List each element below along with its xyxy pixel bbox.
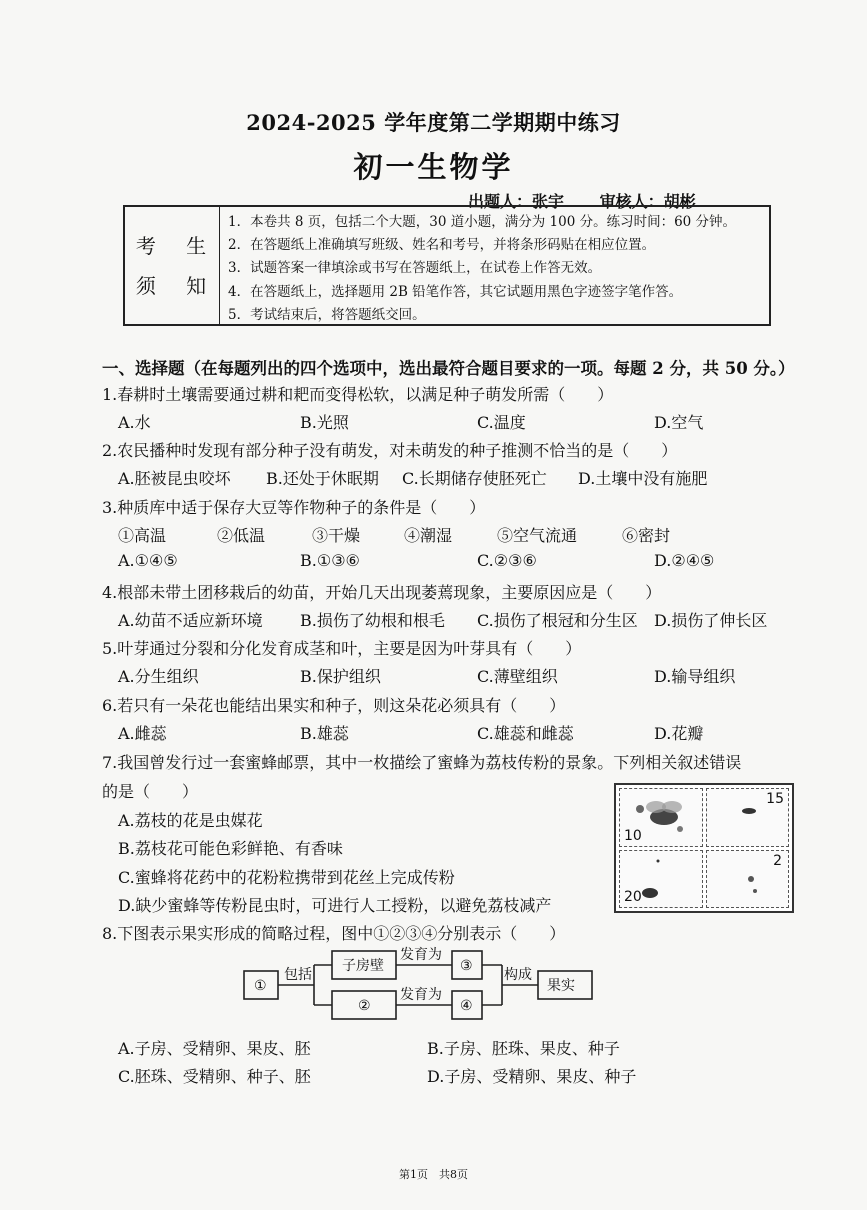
stamp-number: 15 (766, 791, 784, 807)
diagram-develop-bottom-label: 发育为 (400, 987, 442, 1003)
question-3-condition: ⑥密封 (622, 526, 671, 545)
notice-list (220, 207, 769, 324)
diagram-bottom-box: ② (358, 998, 371, 1014)
diagram-result: 果实 (547, 978, 575, 994)
question-4-option-a: A.幼苗不适应新环境 (118, 611, 263, 630)
question-6-option-d: D.花瓣 (654, 724, 704, 743)
question-6-option-a: A.雌蕊 (118, 724, 167, 743)
question-5-option-a: A.分生组织 (118, 667, 199, 686)
question-6-stem: 6.若只有一朵花也能结出果实和种子，则这朵花必须具有（ ） (102, 696, 566, 715)
question-3-condition: ①高温 (118, 526, 167, 545)
question-6-option-b: B.雄蕊 (300, 724, 349, 743)
question-3-condition: ②低温 (217, 526, 266, 545)
question-2-option-d: D.土壤中没有施肥 (578, 469, 708, 488)
diagram-develop-top-label: 发育为 (400, 947, 442, 963)
question-5-option-b: B.保护组织 (300, 667, 381, 686)
question-3-condition: ③干燥 (312, 526, 361, 545)
question-8-stem: 8.下图表示果实形成的简略过程，图中①②③④分别表示（ ） (102, 924, 566, 943)
question-3-condition: ⑤空气流通 (497, 526, 578, 545)
question-7-option-a: A.荔枝的花是虫媒花 (118, 811, 263, 830)
diagram-output-bottom: ④ (460, 998, 473, 1014)
notice-item: 4．在答题纸上，选择题用 2B 铅笔作答，其它试题用黑色字迹签字笔作答。 (228, 283, 683, 300)
question-3-option-a: A.①④⑤ (118, 551, 178, 570)
diagram-start: ① (254, 978, 267, 994)
question-4-option-b: B.损伤了幼根和根毛 (300, 611, 445, 630)
question-5-option-d: D.输导组织 (654, 667, 736, 686)
question-1-option-b: B.光照 (300, 413, 349, 432)
diagram-form-label: 构成 (504, 967, 532, 983)
question-2-option-c: C.长期储存使胚死亡 (402, 469, 547, 488)
question-8-option-b: B.子房、胚珠、果皮、种子 (427, 1039, 620, 1058)
bee-stamps-image (614, 783, 794, 913)
notice-item: 1．本卷共 8 页，包括二个大题，30 道小题，满分为 100 分。练习时间：60 分钟。 (228, 214, 737, 230)
diagram-output-top: ③ (460, 958, 473, 974)
question-1-option-d: D.空气 (654, 413, 704, 432)
notice-label-line1: 考 生 (135, 233, 219, 258)
question-2-option-b: B.还处于休眠期 (266, 469, 379, 488)
question-2-stem: 2.农民播种时发现有部分种子没有萌发，对未萌发的种子推测不恰当的是（ ） (102, 441, 678, 460)
subject-title: 初一生物学 (353, 150, 514, 184)
question-7-stem: 7.我国曾发行过一套蜜蜂邮票，其中一枚描绘了蜜蜂为荔枝传粉的景象。下列相关叙述错误 (102, 753, 742, 772)
page-footer: 第1页 共8页 (399, 1168, 468, 1181)
question-8-option-c: C.胚珠、受精卵、种子、胚 (118, 1067, 311, 1086)
notice-label-line2: 须 知 (135, 273, 219, 298)
question-4-option-c: C.损伤了根冠和分生区 (477, 611, 638, 630)
stamp (706, 850, 790, 909)
question-3-option-b: B.①③⑥ (300, 551, 360, 570)
question-7-option-c: C.蜜蜂将花药中的花粉粒携带到花丝上完成传粉 (118, 868, 455, 887)
stamp (619, 788, 703, 847)
question-8-option-d: D.子房、受精卵、果皮、种子 (427, 1067, 637, 1086)
exam-title: 2024-2025 学年度第二学期期中练习 (246, 110, 621, 135)
question-1-option-c: C.温度 (477, 413, 526, 432)
question-3-stem: 3.种质库中适于保存大豆等作物种子的条件是（ ） (102, 498, 486, 517)
reviewer-name: 审核人：胡彬 (599, 192, 696, 211)
section-title: 一、选择题（在每题列出的四个选项中，选出最符合题目要求的一项。每题 2 分，共 50 分。） (102, 359, 795, 378)
notice-item: 3．试题答案一律填涂或书写在答题纸上，在试卷上作答无效。 (228, 260, 602, 277)
fruit-formation-diagram (240, 945, 600, 1025)
diagram-include-label: 包括 (284, 967, 312, 983)
question-1-option-a: A.水 (118, 413, 151, 432)
question-5-stem: 5.叶芽通过分裂和分化发育成茎和叶，主要是因为叶芽具有（ ） (102, 639, 582, 658)
stamp-number: 2 (773, 852, 782, 869)
stamp-number: 20 (624, 889, 642, 905)
notice-label (125, 207, 220, 324)
stamp (619, 850, 703, 909)
exam-notice-box (123, 205, 771, 326)
question-4-option-d: D.损伤了伸长区 (654, 611, 768, 630)
question-3-option-d: D.②④⑤ (654, 551, 715, 570)
setter-name: 出题人：张宇 (468, 192, 565, 211)
question-3-condition: ④潮湿 (404, 526, 453, 545)
question-4-stem: 4.根部未带土团移栽后的幼苗，开始几天出现萎蔫现象，主要原因应是（ ） (102, 583, 662, 602)
notice-item: 5．考试结束后，将答题纸交回。 (228, 306, 426, 323)
question-7-option-b: B.荔枝花可能色彩鲜艳、有香味 (118, 839, 343, 858)
stamp-number: 10 (624, 827, 642, 844)
stamp (706, 788, 790, 847)
question-6-option-c: C.雄蕊和雌蕊 (477, 724, 574, 743)
question-7-option-d: D.缺少蜜蜂等传粉昆虫时，可进行人工授粉，以避免荔枝减产 (118, 896, 552, 915)
diagram-top-box: 子房壁 (342, 958, 384, 974)
question-3-option-c: C.②③⑥ (477, 551, 537, 570)
question-5-option-c: C.薄壁组织 (477, 667, 558, 686)
notice-item: 2．在答题纸上准确填写班级、姓名和考号，并将条形码贴在相应位置。 (228, 237, 656, 254)
question-8-option-a: A.子房、受精卵、果皮、胚 (118, 1039, 311, 1058)
question-7-stem-continued: 的是（ ） (102, 782, 199, 801)
question-2-option-a: A.胚被昆虫咬坏 (118, 469, 231, 488)
question-1-stem: 1.春耕时土壤需要通过耕和耙而变得松软，以满足种子萌发所需（ ） (102, 385, 614, 404)
